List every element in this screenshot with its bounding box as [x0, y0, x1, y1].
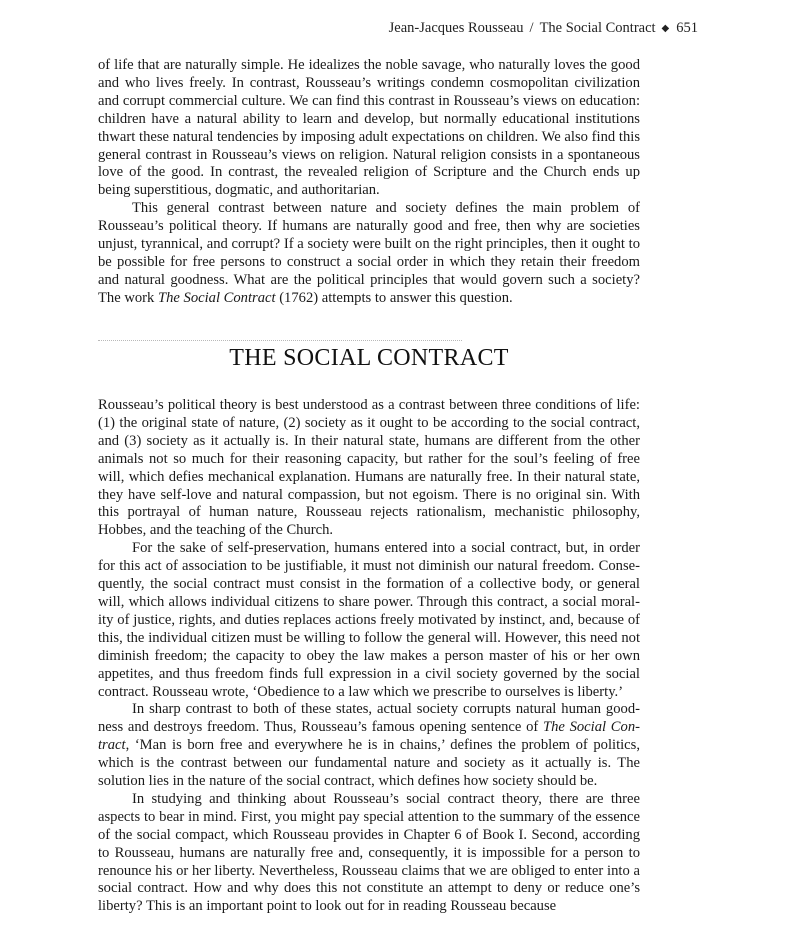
main-paragraph-3-text: In sharp contrast to both of these states, actual society corrupts natural human goodness and destroys freedom. Thus, Rousseau’s famous opening sentence of [98, 701, 640, 736]
intro-paragraph-2-tail: (1762) attempts to answer this question. [275, 289, 513, 306]
running-head-work-title: The Social Contract [539, 20, 656, 36]
intro-paragraph-2 [98, 200, 640, 307]
section-divider [98, 340, 462, 341]
main-paragraph-3-work-title: The Social Contract [98, 719, 640, 754]
main-text-block [98, 397, 640, 916]
diamond-ornament-icon: ◆ [661, 23, 670, 34]
intro-paragraph-1: of life that are naturally simple. He idealizes the noble savage, who naturally loves the good and who lives freely. In contrast, Rousseau’s writings condemn cosmopolitan civilization and corrupt commercial culture. We can find this contrast in Rousseau’s views on education: children have a natural ability to learn and develop, but normally educational institutions thwart these natural tendencies by imposing adult expectations on children. We also find this general contrast in Rousseau’s views on religion. Natural religion consists in a spontaneous love of the good. In contrast, the revealed religion of Scripture and the Church ends up being superstitious, dogmatic, and authoritarian. [98, 57, 640, 199]
section-heading: THE SOCIAL CONTRACT [229, 345, 509, 371]
main-paragraph-3 [98, 701, 640, 791]
main-paragraph-2: For the sake of self-preservation, humans entered into a social contract, but, in order for this act of association to be justifiable, it must not diminish our natural freedom. Consequently, the social contract must consist in the formation of a collective body, or general will, which allows individual citizens to share power. Through this contract, a social morality of justice, rights, and duties replaces actions freely motivated by instinct, and, because of this, the individual citizen must be willing to follow the general will. However, this need not diminish freedom; the capacity to obey the law makes a person master of his or her own appetites, and thus freedom finds full expression in a civil society governed by the social contract. Rousseau wrote, ‘Obedience to a law which we prescribe to ourselves is liberty.’ [98, 540, 640, 700]
main-paragraph-1: Rousseau’s political theory is best understood as a contrast between three conditions of life: (1) the original state of nature, (2) society as it ought to be according to the social contract, and (3) society as it actually is. In their natural state, humans are different from the other animals not so much for their reasoning capacity, but rather for the soul’s feeling of free will, which defies mechanical explanation. Humans are naturally free. In their natural state, they have self-love and natural compassion, but not egoism. There is no original sin. With this portrayal of human nature, Rousseau rejects rationalism, mechanistic philosophy, Hobbes, and the teaching of the Church. [98, 397, 640, 539]
main-paragraph-3-tail: , ‘Man is born free and everywhere he is in chains,’ defines the problem of politics, which is the contrast between our fundamental nature and society as it actually is. The solution lies in the nature of the social contract, which defines how society should be. [98, 737, 640, 790]
intro-paragraph-2-work-title: The Social Contract [157, 289, 276, 306]
running-head-author: Jean-Jacques Rousseau [388, 20, 524, 36]
main-paragraph-4: In studying and thinking about Rousseau’s social contract theory, there are three aspects to bear in mind. First, you might pay special attention to the summary of the essence of the social compact, which Rousseau provides in Chapter 6 of Book I. Second, according to Rousseau, humans are naturally free and, consequently, it is impossible for a person to renounce his or her liberty. Nevertheless, Rousseau claims that we are obliged to enter into a social contract. How and why does this not constitute an attempt to deny or reduce one’s liberty? This is an important point to look out for in reading Rousseau because [98, 790, 640, 915]
intro-paragraph-2-text: This general contrast between nature and society defines the main problem of Rousseau’s political theory. If humans are naturally good and free, then why are societies unjust, tyrannical, and corrupt? If a society were built on the right principles, then it ought to be possible for free persons to construct a social order in which they retain their freedom and natural goodness. What are the political principles that would govern such a society? The work [98, 200, 640, 306]
running-head-separator: / [529, 20, 534, 36]
running-head [389, 19, 698, 39]
page-number: 651 [676, 20, 698, 36]
intro-text-block [98, 57, 640, 308]
